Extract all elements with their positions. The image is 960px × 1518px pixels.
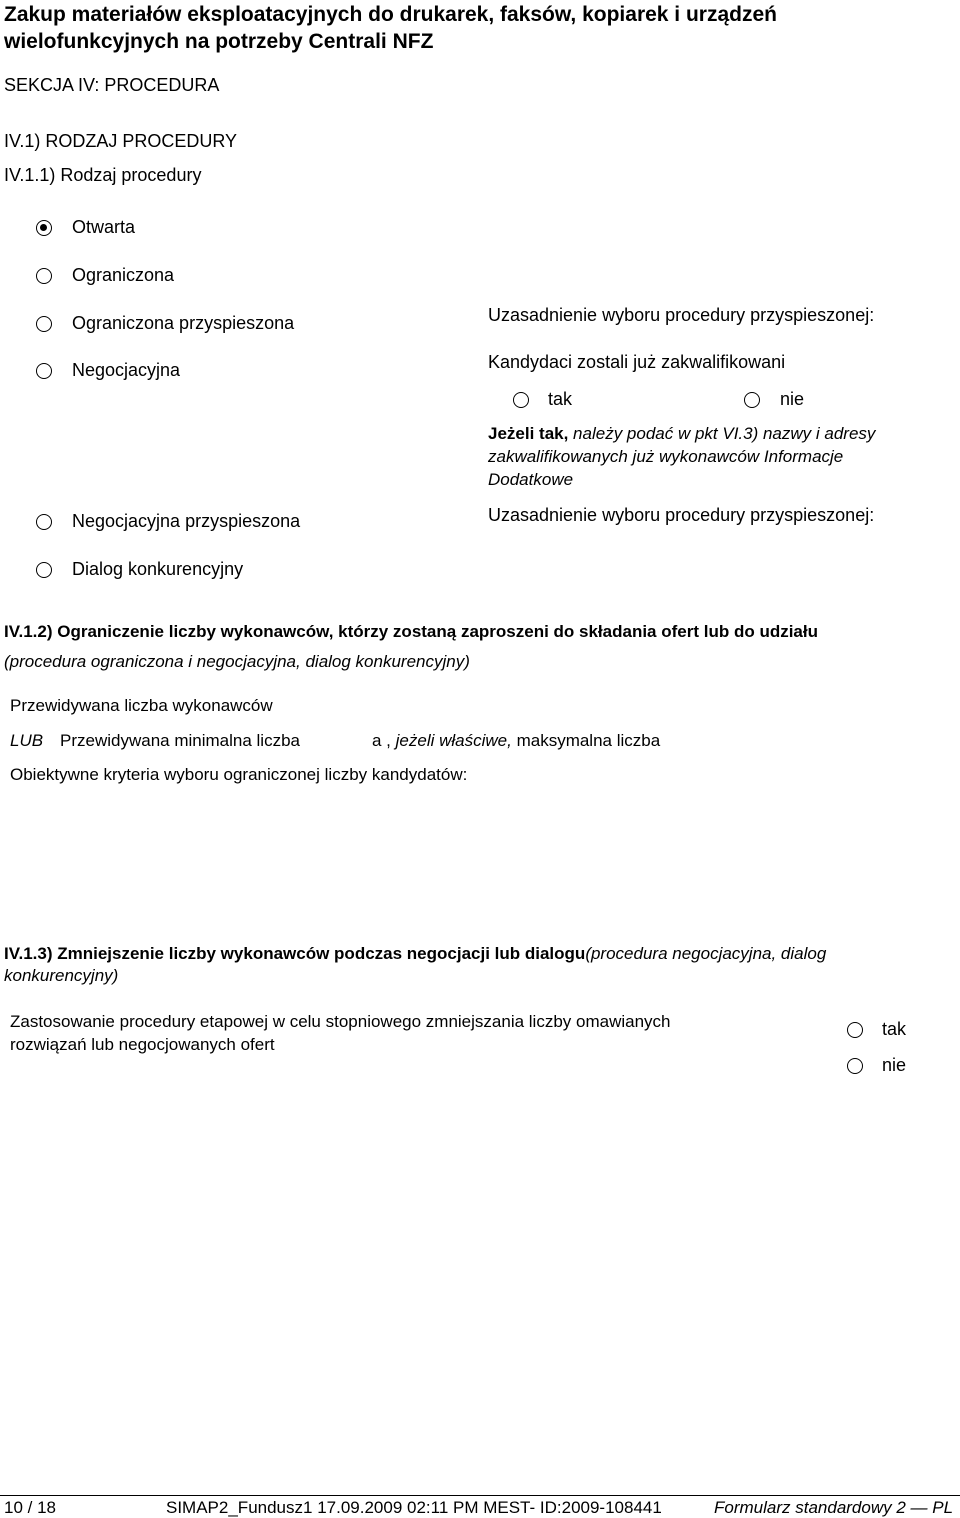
a-text: a , [372,731,391,750]
option-label: nie [882,1055,907,1075]
qualified-note-line3: Dodatkowe [488,470,574,489]
procedure-type-heading: IV.1.1) Rodzaj procedury [4,165,202,185]
radio-ograniczona-przyspieszona[interactable] [36,316,52,332]
candidates-question: Kandydaci zostali już zakwalifikowani [488,352,786,372]
document-title-line2: wielofunkcyjnych na potrzeby Centrali NFZ [4,30,434,53]
radio-staged-tak[interactable] [847,1022,863,1038]
option-label: Dialog konkurencyjny [72,559,244,579]
page-number: 10 / 18 [4,1498,56,1517]
radio-negocjacyjna[interactable] [36,363,52,379]
radio-ograniczona[interactable] [36,268,52,284]
maximum-label [372,730,660,752]
option-label: Negocjacyjna [72,360,181,380]
radio-otwarta[interactable] [36,220,52,236]
reduction-heading-bold: IV.1.3) Zmniejszenie liczby wykonawców podczas negocjacji lub dialogu [4,944,586,963]
staged-procedure-line2: rozwiązań lub negocjowanych ofert [10,1035,275,1054]
radio-candidates-tak[interactable] [513,392,529,408]
reduction-heading-italic: (procedura negocjacyjna, dialog [585,944,827,963]
option-label: nie [780,389,805,409]
radio-staged-nie[interactable] [847,1058,863,1074]
if-applicable-text: jeżeli właściwe, [395,731,512,750]
document-title-line1: Zakup materiałów eksploatacyjnych do drukarek, faksów, kopiarek i urządzeń [4,3,777,26]
justification-label: Uzasadnienie wyboru procedury przyspieszonej: [488,305,875,325]
reduction-heading [4,943,826,965]
option-label: tak [548,389,573,409]
staged-procedure-line1: Zastosowanie procedury etapowej w celu stopniowego zmniejszania liczby omawianych [10,1012,671,1031]
radio-negocjacyjna-przyspieszona[interactable] [36,514,52,530]
subsection-heading: IV.1) RODZAJ PROCEDURY [4,131,238,151]
form-name: Formularz standardowy 2 — PL [714,1498,954,1517]
qualified-note-italic: należy podać w pkt VI.3) nazwy i adresy [568,424,876,443]
option-label: Negocjacyjna przyspieszona [72,511,301,531]
option-label: Ograniczona przyspieszona [72,313,295,333]
limitation-scope: (procedura ograniczona i negocjacyjna, dialog konkurencyjny) [4,652,470,671]
justification-label: Uzasadnienie wyboru procedury przyspieszonej: [488,505,875,525]
qualified-note-line2: zakwalifikowanych już wykonawców Informacje [488,447,844,466]
section-heading: SEKCJA IV: PROCEDURA [4,75,220,95]
lub-label: LUB [10,731,44,750]
qualified-note-line1 [488,423,875,445]
criteria-label: Obiektywne kryteria wyboru ograniczonej liczby kandydatów: [10,765,468,784]
reduction-heading-line2: konkurencyjny) [4,966,119,985]
option-label: Ograniczona [72,265,175,285]
radio-candidates-nie[interactable] [744,392,760,408]
footer-divider [0,1495,960,1496]
option-label: tak [882,1019,907,1039]
expected-minimum-label: Przewidywana minimalna liczba [60,731,300,750]
radio-dialog-konkurencyjny[interactable] [36,562,52,578]
qualified-note-bold: Jeżeli tak, [488,424,569,443]
option-label: Otwarta [72,217,136,237]
expected-contractors-label: Przewidywana liczba wykonawców [10,696,273,715]
document-id: SIMAP2_Fundusz1 17.09.2009 02:11 PM MEST- ID:2009-108441 [166,1498,662,1517]
maximum-number-text: maksymalna liczba [516,731,661,750]
limitation-heading: IV.1.2) Ograniczenie liczby wykonawców, którzy zostaną zaproszeni do składania ofert lub do udziału [4,622,818,641]
